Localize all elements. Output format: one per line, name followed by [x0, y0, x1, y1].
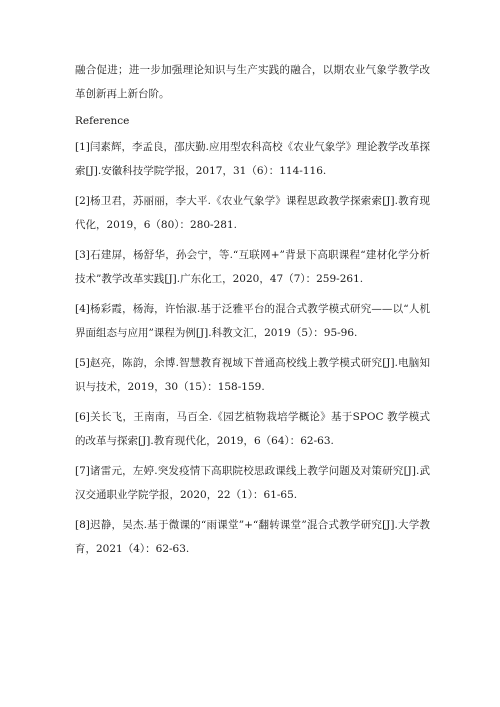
reference-item-5: [5]赵亮，陈韵，余博.智慧教育视域下普通高校线上教学模式研究[J].电脑知识与技术，2019，30（15）：158-159. [75, 357, 430, 393]
reference-item-7: [7]诸雷元，左婷.突发疫情下高职院校思政课线上教学问题及对策研究[J].武汉交通职业学院学报，2020，22（1）：61-65. [75, 465, 430, 501]
page-content [75, 58, 430, 567]
reference-list [75, 135, 430, 561]
reference-item-2: [2]杨卫君，苏丽丽，李大平.《农业气象学》课程思政教学探索索[J].教育现代化，2019，6（80）：280-281. [75, 195, 430, 231]
reference-item-8: [8]迟静，吴杰.基于微课的“雨课堂”+“翻转课堂”混合式教学研究[J].大学教育，2021（4）：62-63. [75, 519, 430, 555]
reference-item-6: [6]关长飞，王南南，马百全.《园艺植物栽培学概论》基于SPOC 教学模式的改革与探索[J].教育现代化，2019，6（64）：62-63. [75, 411, 430, 447]
reference-item-4: [4]杨彩霞，杨海，许怡淑.基于泛雅平台的混合式教学模式研究——以“人机界面组态与应用”课程为例[J].科教文汇，2019（5）：95-96. [75, 303, 430, 339]
reference-item-3: [3]石建屏，杨舒华，孙会宁，等.“互联网+”背景下高职课程“建材化学分析技术”教学改革实践[J].广东化工，2020，47（7）：259-261. [75, 249, 430, 285]
reference-item-1: [1]闫素辉，李孟良，邵庆勤.应用型农科高校《农业气象学》理论教学改革探索[J].安徽科技学院学报，2017，31（6）：114-116. [75, 141, 430, 177]
reference-heading: Reference [75, 115, 130, 127]
intro-paragraph: 融合促进；进一步加强理论知识与生产实践的融合，以期农业气象学教学改革创新再上新台阶。 [75, 64, 430, 100]
